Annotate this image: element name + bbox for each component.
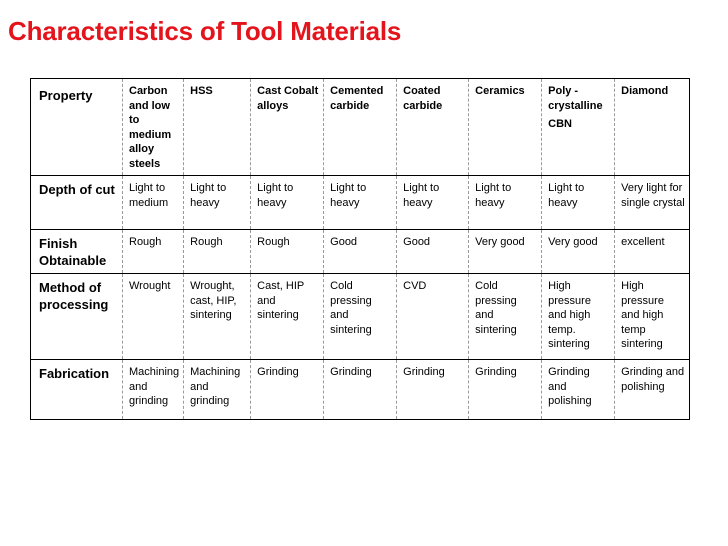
header-cemented-carbide: Cemented carbide [324, 79, 397, 176]
table-row-finish-obtainable [31, 230, 690, 274]
table-row-method-of-processing [31, 274, 690, 360]
header-cast-cobalt: Cast Cobalt alloys [251, 79, 324, 176]
table-cell: Wrought, cast, HIP, sintering [184, 274, 251, 360]
table-cell: Light to heavy [542, 176, 615, 230]
table-cell: Rough [251, 230, 324, 274]
table-cell: Good [324, 230, 397, 274]
table-cell: Cold pressing and sintering [324, 274, 397, 360]
table-cell: Machining and grinding [184, 360, 251, 420]
tool-materials-table [30, 78, 690, 420]
table-cell: High pressure and high temp sintering [615, 274, 690, 360]
table-row-fabrication [31, 360, 690, 420]
table-cell: Cold pressing and sintering [469, 274, 542, 360]
table-cell: Rough [123, 230, 184, 274]
table-cell: Light to heavy [324, 176, 397, 230]
header-polycrystalline-cbn [542, 79, 615, 176]
header-hss: HSS [184, 79, 251, 176]
table-cell: Grinding [324, 360, 397, 420]
header-carbon-steels: Carbon and low to medium alloy steels [123, 79, 184, 176]
table-cell: Light to heavy [251, 176, 324, 230]
row-label-finish-obtainable: Finish Obtainable [31, 230, 123, 274]
header-diamond: Diamond [615, 79, 690, 176]
row-label-method-of-processing: Method of processing [31, 274, 123, 360]
table-cell: Very good [469, 230, 542, 274]
table-cell: Grinding and polishing [542, 360, 615, 420]
table-cell: Light to heavy [469, 176, 542, 230]
table-cell: Machining and grinding [123, 360, 184, 420]
slide-title: Characteristics of Tool Materials [8, 16, 402, 46]
table-cell: Grinding [397, 360, 469, 420]
table-header-row [31, 79, 690, 176]
table-cell: Grinding and polishing [615, 360, 690, 420]
table-cell: CVD [397, 274, 469, 360]
header-ceramics: Ceramics [469, 79, 542, 176]
table-cell: Wrought [123, 274, 184, 360]
table-cell: Grinding [251, 360, 324, 420]
table-cell: Cast, HIP and sintering [251, 274, 324, 360]
table-cell: Light to medium [123, 176, 184, 230]
table-cell: Very good [542, 230, 615, 274]
table-row-depth-of-cut [31, 176, 690, 230]
table-cell: excellent [615, 230, 690, 274]
header-coated-carbide: Coated carbide [397, 79, 469, 176]
table-cell: Rough [184, 230, 251, 274]
table-cell: Good [397, 230, 469, 274]
row-label-depth-of-cut: Depth of cut [31, 176, 123, 230]
table-cell: Grinding [469, 360, 542, 420]
header-property: Property [31, 79, 123, 176]
table-cell: Very light for single crystal [615, 176, 690, 230]
header-cbn: CBN [548, 118, 572, 130]
row-label-fabrication: Fabrication [31, 360, 123, 420]
table-cell: High pressure and high temp. sintering [542, 274, 615, 360]
table-cell: Light to heavy [184, 176, 251, 230]
header-polycrystalline: Poly -crystalline [548, 85, 603, 112]
table-cell: Light to heavy [397, 176, 469, 230]
